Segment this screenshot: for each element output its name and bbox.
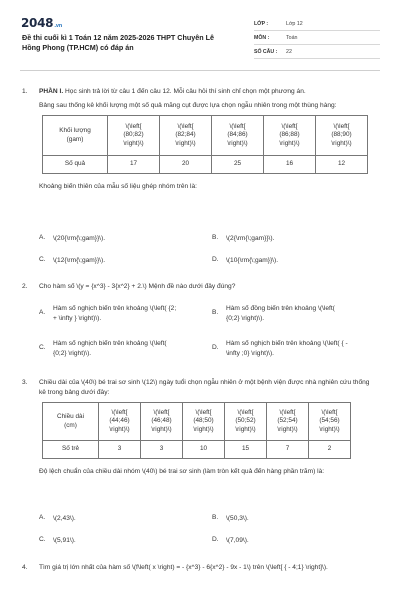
question-text: Cho hàm số \(y = {x^3} - 3{x^2} + 2.\) Mệnh đề nào dưới đây đúng? [39, 283, 236, 290]
exam-title: Đề thi cuối kì 1 Toán 12 năm 2025-2026 THPT Chuyên Lê Hồng Phong (TP.HCM) có đáp án [22, 33, 214, 52]
question-number: 3. [22, 379, 28, 386]
table-cell: \(\left[ (44;46) \right)\) [99, 403, 141, 441]
table-cell: 15 [225, 441, 267, 459]
table-cell: 7 [267, 441, 309, 459]
option-c[interactable]: C. \(12{\rm{\;gam}}\). [39, 256, 106, 264]
header-divider [20, 70, 380, 71]
table-cell: 16 [264, 156, 316, 174]
table-cell: \(\left[ (80;82) \right)\) [108, 116, 160, 156]
option-a[interactable]: A. \(20{\rm{\;gam}}\). [39, 234, 106, 242]
question-3 [22, 378, 378, 477]
table-cell: \(\left[ (50;52) \right)\) [225, 403, 267, 441]
question-number: 1. [22, 88, 28, 95]
meta-count-value: 22 [286, 48, 292, 55]
question-4 [22, 563, 378, 573]
table-cell: 2 [309, 441, 351, 459]
meta-subject-row [254, 31, 380, 45]
table-row-header: Số trẻ [43, 441, 99, 459]
data-table [42, 115, 368, 174]
option-b[interactable]: B. \(2{\rm{\;gam}}\). [212, 234, 275, 242]
question-prompt: Khoảng biến thiên của mẫu số liệu ghép nhóm trên là: [39, 183, 197, 190]
table-cell: \(\left[ (88;90) \right)\) [316, 116, 368, 156]
table-cell: 20 [160, 156, 212, 174]
question-prompt: Độ lệch chuẩn của chiều dài nhóm \(40\) bé trai sơ sinh (làm tròn kết quả đến hàng phần trăm) là: [39, 468, 325, 475]
option-d[interactable]: D. \(10{\rm{\;gam}}\). [212, 256, 279, 264]
question-number: 4. [22, 564, 28, 571]
question-text: Tìm giá trị lớn nhất của hàm số \(f\left( x \right) = - {x^3} - 6{x^2} - 9x - 1\) trên \(\left[ { - 4;1} \right]\). [39, 564, 328, 571]
table-cell: \(\left[ (86;88) \right)\) [264, 116, 316, 156]
table-row-header: Khối lượng (gam) [43, 116, 108, 156]
meta-count-label: SỐ CÂU : [254, 48, 278, 55]
meta-subject-label: MÔN : [254, 34, 270, 41]
site-logo[interactable]: 2048.vn [21, 16, 63, 30]
table-cell: 3 [141, 441, 183, 459]
option-a[interactable]: A. \(2,43\). [39, 514, 76, 522]
question-1 [22, 87, 378, 192]
option-b[interactable]: B. Hàm số đồng biến trên khoảng \(\left( {0;2} \right)\). [212, 305, 335, 322]
table-cell: \(\left[ (46;48) \right)\) [141, 403, 183, 441]
table-cell: 10 [183, 441, 225, 459]
document-header [20, 14, 380, 60]
option-c[interactable]: C. Hàm số nghịch biến trên khoảng \(\left( {0;2} \right)\). [39, 340, 167, 357]
table-cell: \(\left[ (82;84) \right)\) [160, 116, 212, 156]
data-table [42, 402, 351, 459]
table-cell: 3 [99, 441, 141, 459]
table-row-header: Số quả [43, 156, 108, 174]
part-intro: PHẦN I. Học sinh trả lời từ câu 1 đến câu 12. Mỗi câu hỏi thí sinh chỉ chọn một phương án. [39, 88, 306, 95]
meta-class-value: Lớp 12 [286, 20, 303, 27]
table-cell: 12 [316, 156, 368, 174]
option-d[interactable]: D. Hàm số nghịch biến trên khoảng \(\left( { - \infty ;0} \right)\). [212, 340, 348, 357]
option-c[interactable]: C. \(5,91\). [39, 536, 76, 544]
table-cell: \(\left[ (84;86) \right)\) [212, 116, 264, 156]
table-cell: \(\left[ (54;56) \right)\) [309, 403, 351, 441]
table-cell: \(\left[ (48;50) \right)\) [183, 403, 225, 441]
question-2 [22, 282, 378, 292]
question-text: Chiều dài của \(40\) bé trai sơ sinh \(12\) ngày tuổi chọn ngẫu nhiên ở một bệnh viện được nhà nghiên cứu thống kê trong bảng dưới đây: [39, 379, 370, 396]
table-cell: 17 [108, 156, 160, 174]
option-d[interactable]: D. \(7,09\). [212, 536, 249, 544]
table-cell: \(\left[ (52;54) \right)\) [267, 403, 309, 441]
question-text: Bảng sau thống kê khối lượng một số quả măng cụt được lựa chọn ngẫu nhiên trong một thùng hàng: [39, 102, 337, 109]
meta-subject-value: Toán [286, 34, 298, 41]
question-number: 2. [22, 283, 28, 290]
option-b[interactable]: B. \(50,3\). [212, 514, 249, 522]
option-a[interactable]: A. Hàm số nghịch biến trên khoảng \(\left( {2; + \infty } \right)\). [39, 305, 177, 322]
exam-meta [254, 17, 380, 59]
meta-count-row [254, 45, 380, 59]
meta-class-row [254, 17, 380, 31]
table-row-header: Chiều dài (cm) [43, 403, 99, 441]
meta-class-label: LỚP : [254, 20, 269, 27]
table-cell: 25 [212, 156, 264, 174]
